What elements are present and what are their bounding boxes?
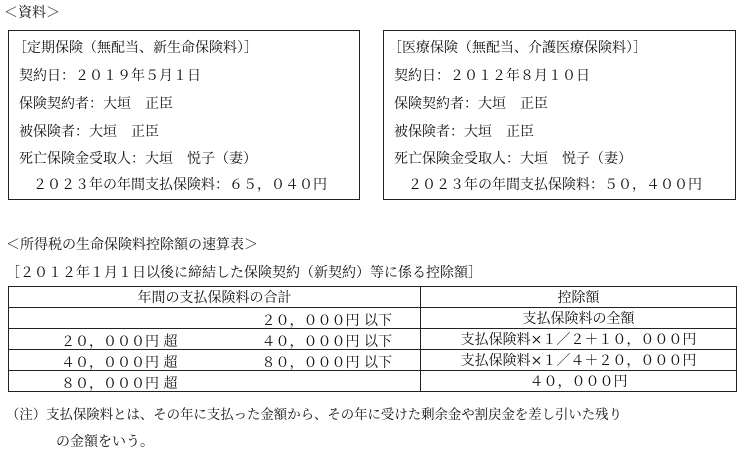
deduction-cell: 支払保険料×１／２＋１０，０００円 — [421, 329, 737, 350]
table-row — [9, 329, 737, 350]
deduction-table — [8, 286, 737, 392]
table-row — [9, 308, 737, 329]
table-header-row — [9, 287, 737, 308]
insured: 被保険者：大垣 正臣 — [19, 124, 159, 140]
table-row — [9, 350, 737, 371]
premium-range-cell — [9, 329, 421, 350]
range-from: ８０，０００円 超 — [61, 376, 178, 392]
deduction-cell: 支払保険料の全額 — [421, 308, 737, 329]
premium-range-cell — [9, 350, 421, 371]
range-to: ４０，０００円 以下 — [261, 334, 392, 350]
contract-date: 契約日：２０１９年５月１日 — [19, 68, 201, 84]
beneficiary: 死亡保険金受取人：大垣 悦子（妻） — [19, 151, 257, 167]
note-line-2: の金額をいう。 — [56, 434, 154, 450]
policy-title: ［医療保険（無配当、介護医療保険料）］ — [388, 40, 647, 56]
annual-premium: ２０２３年の年間支払保険料：５０，４００円 — [408, 177, 702, 193]
beneficiary: 死亡保険金受取人：大垣 悦子（妻） — [394, 151, 632, 167]
range-from: ４０，０００円 超 — [61, 355, 178, 371]
policyholder: 保険契約者：大垣 正臣 — [19, 96, 173, 112]
header-deduction: 控除額 — [421, 287, 737, 308]
deduction-cell: ４０，０００円 — [421, 371, 737, 392]
table-row — [9, 371, 737, 392]
policyholder: 保険契約者：大垣 正臣 — [394, 96, 548, 112]
annual-premium: ２０２３年の年間支払保険料：６５，０４０円 — [33, 177, 327, 193]
range-from: ２０，０００円 超 — [61, 334, 178, 350]
range-to: ２０，０００円 以下 — [261, 313, 392, 329]
table-title: ＜所得税の生命保険料控除額の速算表＞ — [6, 237, 258, 253]
policy-title: ［定期保険（無配当、新生命保険料）］ — [13, 40, 258, 56]
deduction-cell: 支払保険料×１／４＋２０，０００円 — [421, 350, 737, 371]
materials-label: ＜資料＞ — [4, 5, 60, 21]
contract-date: 契約日：２０１２年８月１０日 — [394, 68, 590, 84]
premium-range-cell — [9, 371, 421, 392]
header-premium-total: 年間の支払保険料の合計 — [9, 287, 421, 308]
insured: 被保険者：大垣 正臣 — [394, 124, 534, 140]
medical-insurance-box — [383, 30, 736, 200]
term-insurance-box — [8, 30, 360, 200]
table-subtitle: ［２０１２年１月１日以後に締結した保険契約（新契約）等に係る控除額］ — [6, 265, 482, 281]
note-line-1: （注）支払保険料とは、その年に支払った金額から、その年に受けた剰余金や割戻金を差し引いた残り — [6, 408, 622, 423]
premium-range-cell — [9, 308, 421, 329]
range-to: ８０，０００円 以下 — [261, 355, 392, 371]
